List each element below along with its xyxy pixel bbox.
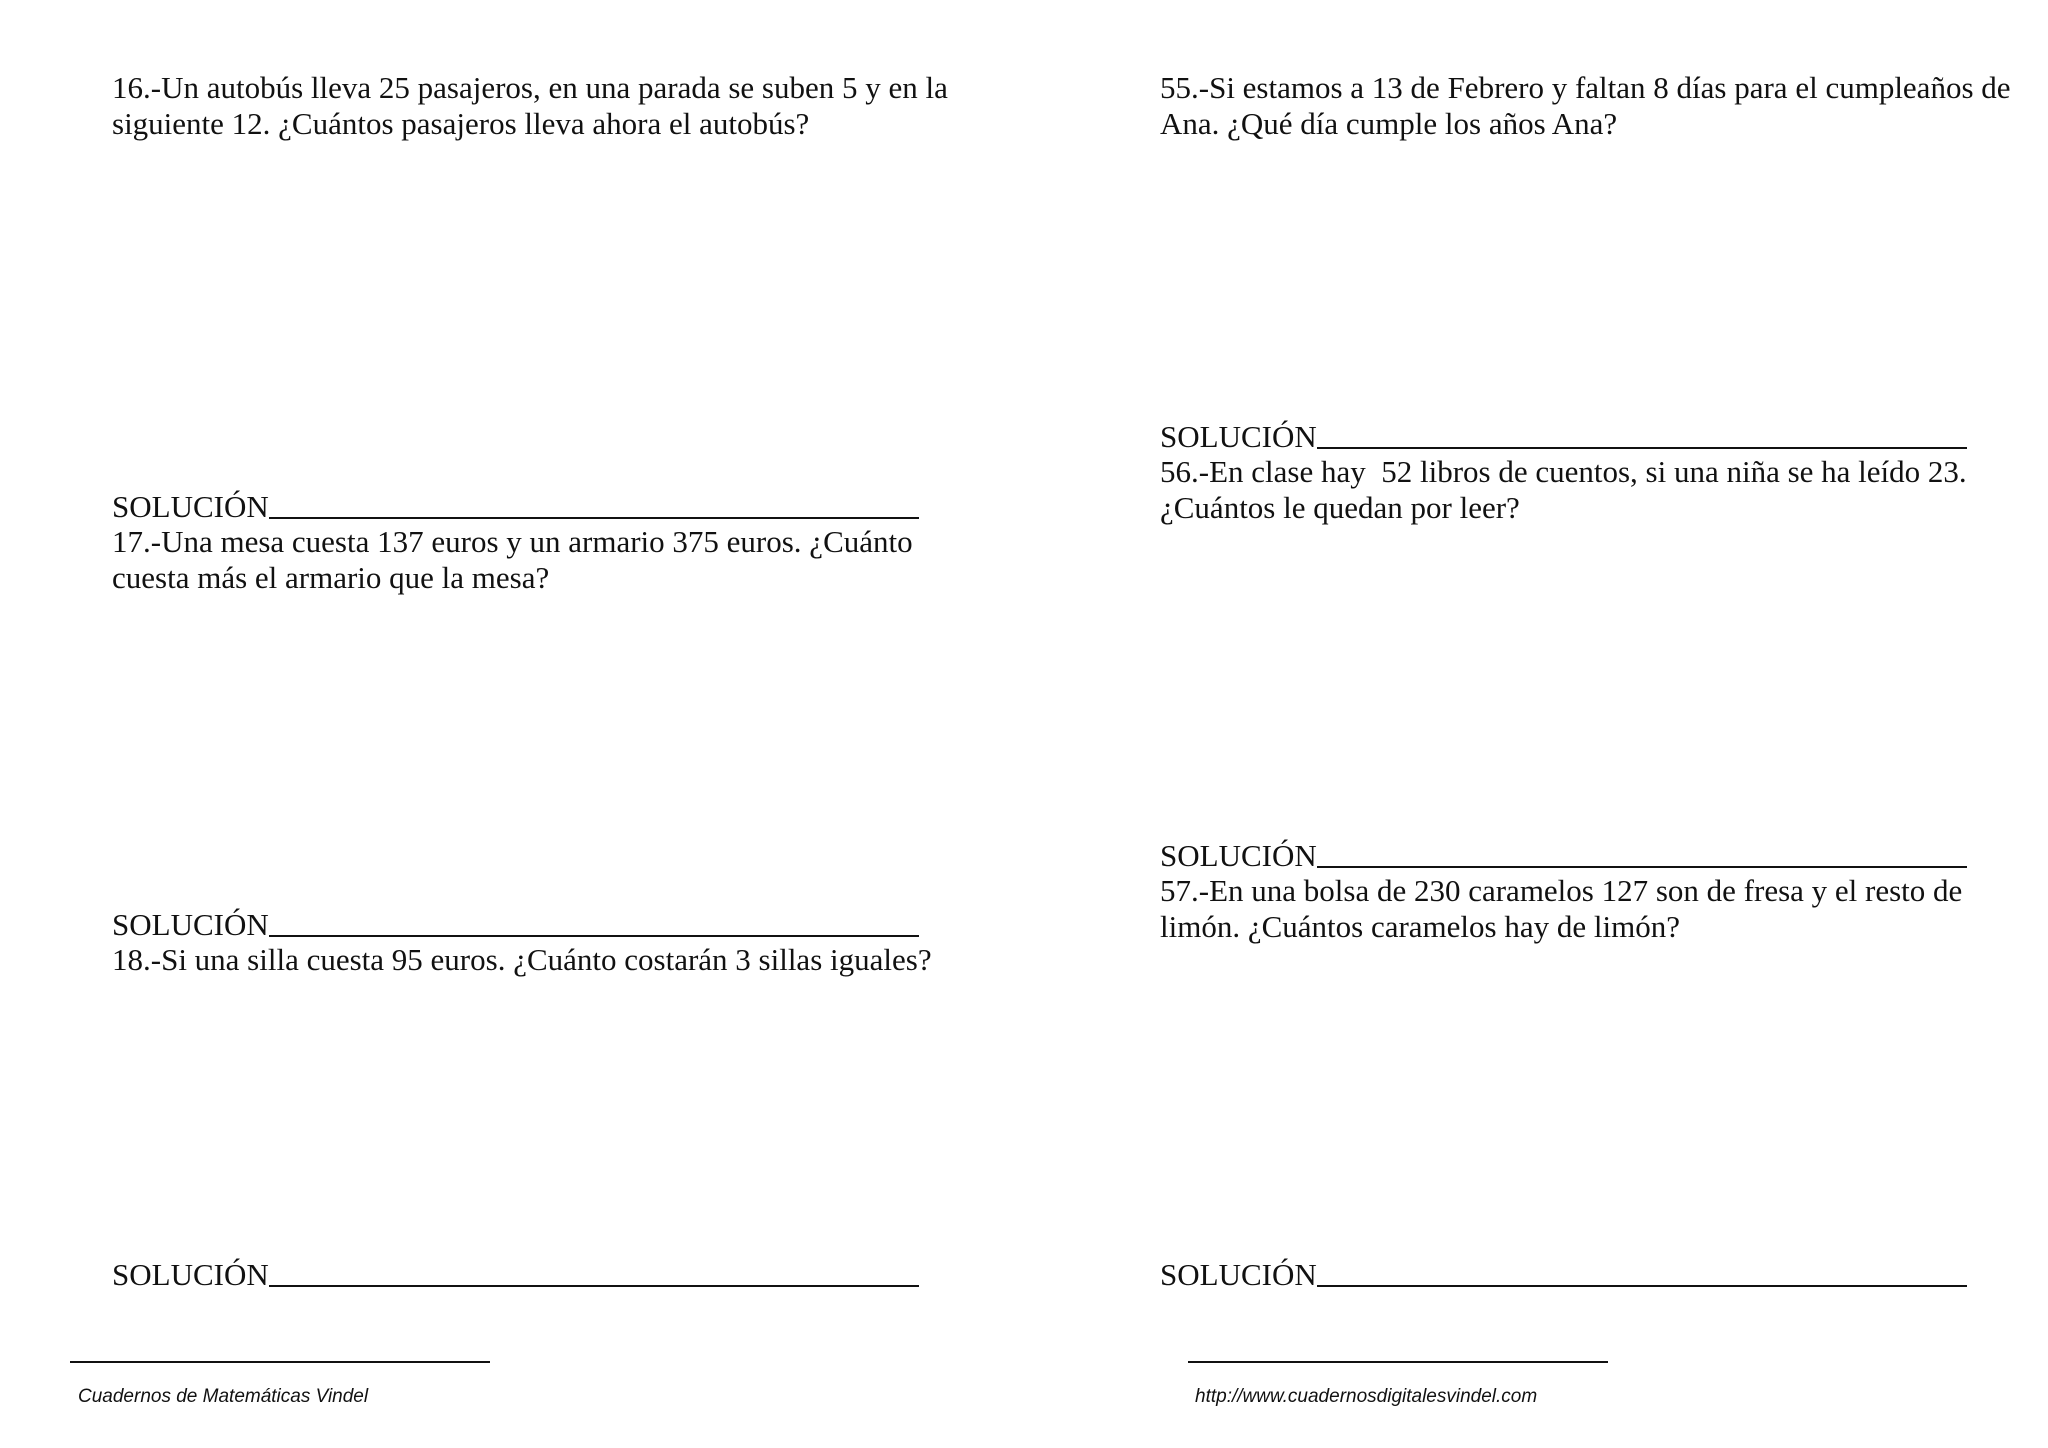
answer-blank <box>269 489 919 519</box>
problem-56-text: 56.-En clase hay 52 libros de cuentos, si una niña se ha leído 23. ¿Cuántos le quedan por leer? <box>1160 454 1967 525</box>
answer-blank <box>1317 838 1967 868</box>
footer-publisher: Cuadernos de Matemáticas Vindel <box>78 1386 369 1407</box>
solution-label: SOLUCIÓN <box>112 907 269 942</box>
solution-17-line <box>112 907 919 943</box>
answer-blank <box>269 1257 919 1287</box>
answer-blank <box>1317 1257 1967 1287</box>
solution-label: SOLUCIÓN <box>1160 419 1317 454</box>
solution-label: SOLUCIÓN <box>1160 1257 1317 1292</box>
solution-label: SOLUCIÓN <box>112 489 269 524</box>
solution-label: SOLUCIÓN <box>1160 838 1317 873</box>
solution-57-line <box>1160 1257 1967 1293</box>
answer-blank <box>269 907 919 937</box>
problem-57-text: 57.-En una bolsa de 230 caramelos 127 son de fresa y el resto de limón. ¿Cuántos caramelos hay de limón? <box>1160 873 1963 944</box>
problem-55-text: 55.-Si estamos a 13 de Febrero y faltan 8 días para el cumpleaños de Ana. ¿Qué día cumple los años Ana? <box>1160 70 2011 141</box>
footer-url[interactable]: http://www.cuadernosdigitalesvindel.com <box>1195 1386 1538 1407</box>
solution-label: SOLUCIÓN <box>112 1257 269 1292</box>
footer-rule-right <box>1188 1361 1608 1363</box>
problem-16-text: 16.-Un autobús lleva 25 pasajeros, en una parada se suben 5 y en la siguiente 12. ¿Cuántos pasajeros lleva ahora el autobús? <box>112 70 948 141</box>
problem-17-text: 17.-Una mesa cuesta 137 euros y un armario 375 euros. ¿Cuánto cuesta más el armario que la mesa? <box>112 524 913 595</box>
solution-55-line <box>1160 419 1967 455</box>
solution-16-line <box>112 489 919 525</box>
solution-18-line <box>112 1257 919 1293</box>
answer-blank <box>1317 419 1967 449</box>
footer-rule-left <box>70 1361 490 1363</box>
problem-18-text: 18.-Si una silla cuesta 95 euros. ¿Cuánto costarán 3 sillas iguales? <box>112 942 932 977</box>
solution-56-line <box>1160 838 1967 874</box>
